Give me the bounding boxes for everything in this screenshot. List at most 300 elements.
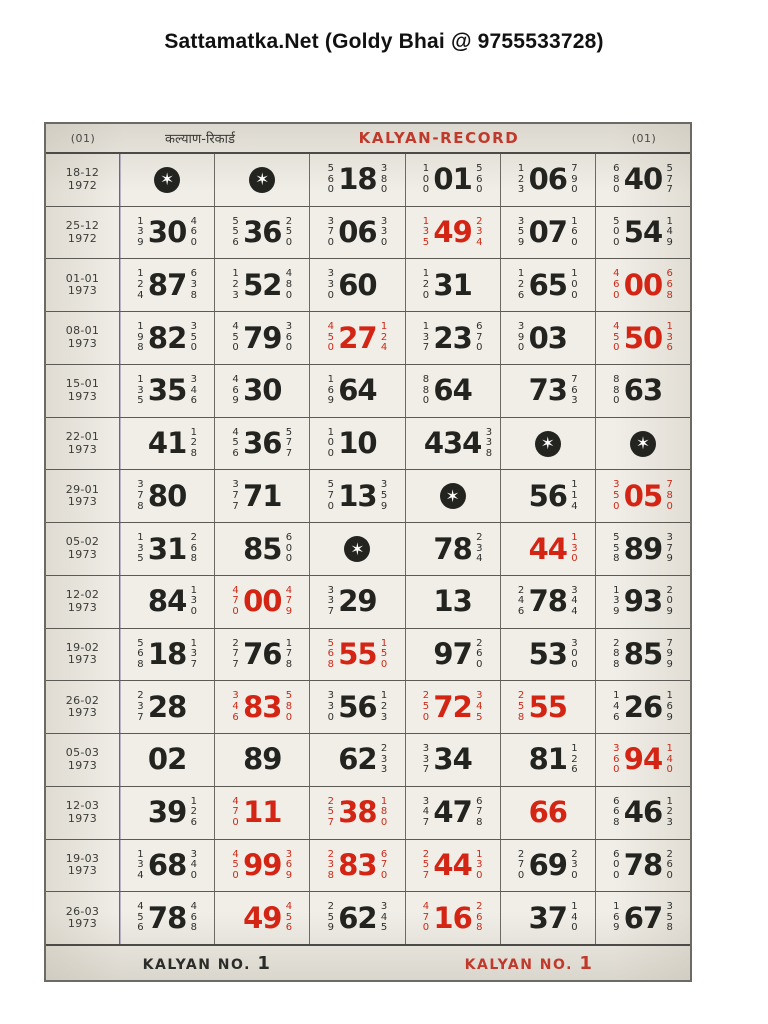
close-panna: 3 5 9	[380, 479, 388, 512]
jodi-number: 29	[338, 584, 377, 619]
row-date-year: 1973	[67, 495, 98, 509]
open-panna: 1 2 3	[517, 162, 525, 196]
result-cell	[501, 681, 596, 733]
open-panna: 4 5 0	[613, 321, 620, 354]
close-panna: 6 7 8	[476, 795, 483, 828]
footer-left-label: KALYAN NO.	[142, 956, 251, 973]
jodi-number: 05	[623, 478, 663, 513]
open-panna: 4 5 0	[327, 321, 334, 354]
open-panna: 3 3 7	[327, 584, 334, 618]
jodi-number: 28	[147, 689, 187, 724]
open-panna: 8 8 0	[422, 373, 430, 407]
jodi-number: 26	[623, 689, 663, 724]
result-cell	[215, 207, 310, 259]
result-cell	[310, 576, 405, 628]
result-cell	[215, 681, 310, 733]
open-panna: 1 3 5	[137, 532, 144, 565]
open-panna: 1 3 7	[422, 321, 430, 354]
row-date-day: 19-02	[65, 640, 100, 654]
jodi-number: 60	[338, 267, 377, 302]
result-cell	[310, 259, 405, 311]
jodi-number: 97	[433, 636, 472, 671]
close-panna: 2 6 8	[190, 532, 197, 565]
row-date-day: 26-02	[65, 693, 100, 707]
open-panna: 6 0 0	[613, 848, 620, 881]
row-date-day: 01-01	[65, 271, 100, 285]
star-icon: ✶	[630, 431, 656, 457]
close-panna: 1 3 0	[571, 532, 578, 565]
row-date	[46, 312, 120, 364]
close-panna: 7 8 0	[666, 479, 673, 512]
jodi-number: 80	[147, 478, 187, 513]
jodi-number: 40	[623, 162, 663, 197]
table-row	[46, 892, 690, 944]
footer-left-number: 1	[257, 952, 272, 974]
result-cell	[406, 418, 501, 470]
close-panna: 2 3 3	[380, 743, 388, 776]
open-panna: 1 2 0	[422, 268, 430, 301]
footer-right-number: 1	[579, 952, 594, 974]
jodi-number: 50	[623, 320, 663, 355]
jodi-number: 18	[147, 636, 187, 671]
open-panna: 1 3 4	[137, 848, 144, 881]
close-panna: 1 2 3	[380, 690, 388, 723]
row-date	[46, 523, 120, 575]
row-date-year: 1973	[67, 917, 98, 931]
star-icon: ✶	[344, 536, 370, 562]
result-cell	[596, 207, 690, 259]
result-cell	[215, 312, 310, 364]
jodi-number: 73	[528, 373, 567, 408]
close-panna: 1 7 8	[285, 637, 293, 670]
row-date-year: 1973	[67, 548, 98, 561]
close-panna: 4 7 9	[285, 584, 293, 618]
open-panna: 1 2 6	[517, 268, 525, 301]
jodi-number: 00	[623, 267, 663, 302]
jodi-number: 49	[243, 900, 282, 935]
open-panna: 1 0 0	[327, 426, 334, 459]
result-cell	[310, 892, 405, 944]
result-cell	[501, 734, 596, 786]
close-panna: 4 5 6	[285, 901, 293, 934]
open-panna: 2 5 7	[327, 795, 334, 828]
row-date-day: 12-02	[65, 588, 100, 602]
jodi-number: 31	[147, 531, 187, 566]
close-panna: 3 8 0	[380, 162, 388, 196]
jodi-number: 81	[528, 742, 567, 777]
row-date	[46, 470, 120, 522]
jodi-number: 44	[433, 847, 472, 882]
result-cell	[596, 523, 690, 575]
jodi-number: 35	[147, 373, 187, 408]
jodi-number: 06	[528, 162, 567, 197]
row-date-day: 26-03	[65, 904, 100, 918]
jodi-number: 89	[243, 742, 282, 777]
row-date	[46, 840, 120, 892]
jodi-number: 85	[623, 636, 663, 671]
row-date-year: 1972	[67, 178, 98, 192]
close-panna: 2 6 0	[476, 637, 483, 670]
close-panna: 2 6 8	[476, 901, 483, 934]
jodi-number: 67	[623, 900, 663, 935]
table-row	[46, 681, 690, 734]
row-date-day: 22-01	[65, 429, 100, 443]
jodi-number: 39	[147, 795, 187, 830]
jodi-number: 16	[433, 900, 472, 935]
open-panna: 2 4 6	[517, 584, 525, 618]
row-date-year: 1973	[67, 758, 98, 772]
result-cell	[501, 154, 596, 206]
jodi-number: 62	[338, 900, 377, 935]
row-date-day: 19-03	[65, 851, 100, 865]
row-date-day: 18-12	[65, 166, 100, 180]
result-cell	[120, 892, 215, 944]
open-panna: 3 3 7	[422, 743, 430, 776]
open-panna: 3 5 9	[517, 215, 525, 248]
close-panna: 1 3 6	[666, 321, 673, 354]
result-cell	[406, 154, 501, 206]
close-panna: 5 7 7	[285, 426, 293, 459]
close-panna: 1 6 0	[571, 215, 578, 248]
result-cell	[310, 787, 405, 839]
close-panna: 2 3 4	[476, 215, 483, 248]
result-cell	[596, 154, 690, 206]
row-date-day: 25-12	[65, 218, 100, 232]
result-cell	[120, 259, 215, 311]
open-panna: 5 6 8	[137, 637, 144, 670]
jodi-number: 66	[528, 795, 567, 830]
jodi-number: 30	[243, 373, 282, 408]
table-row	[46, 787, 690, 840]
result-cell	[215, 576, 310, 628]
result-cell	[501, 576, 596, 628]
result-cell	[120, 207, 215, 259]
jodi-number: 34	[433, 742, 472, 777]
close-panna: 1 4 9	[666, 215, 673, 248]
open-panna: 5 5 8	[613, 532, 620, 565]
result-cell	[215, 629, 310, 681]
close-panna: 1 2 6	[190, 795, 197, 828]
result-cell	[596, 576, 690, 628]
jodi-number: 56	[338, 689, 377, 724]
result-cell	[596, 629, 690, 681]
open-panna: 1 2 3	[232, 268, 239, 301]
header-hindi-label: कल्याण-रिकार्ड	[165, 132, 235, 147]
jodi-number: 13	[338, 478, 377, 513]
result-cell	[406, 629, 501, 681]
jodi-number: 07	[528, 215, 567, 250]
close-panna: 1 3 7	[190, 637, 197, 670]
jodi-number: 06	[338, 215, 377, 250]
close-panna: 3 6 0	[285, 321, 293, 354]
row-date-year: 1973	[67, 653, 98, 667]
row-date-year: 1973	[67, 389, 98, 403]
jodi-number: 03	[528, 320, 567, 355]
open-panna: 1 3 5	[422, 215, 430, 248]
row-date	[46, 154, 120, 206]
result-cell	[215, 787, 310, 839]
row-date-day: 29-01	[65, 482, 100, 496]
jodi-number: 83	[243, 689, 282, 724]
jodi-number: 94	[623, 742, 663, 777]
jodi-number: 31	[433, 267, 472, 302]
result-cell	[406, 681, 501, 733]
close-panna: 5 7 7	[666, 162, 673, 196]
jodi-number: 85	[243, 531, 282, 566]
jodi-number: 65	[528, 267, 567, 302]
result-cell	[406, 523, 501, 575]
result-cell	[310, 523, 405, 575]
open-panna: 2 7 0	[517, 848, 525, 881]
close-panna: 2 5 0	[285, 215, 293, 248]
jodi-number: 56	[528, 478, 567, 513]
row-date-day: 15-01	[65, 377, 100, 391]
result-cell	[120, 734, 215, 786]
result-cell	[120, 576, 215, 628]
row-date-year: 1973	[67, 811, 98, 825]
result-cell	[120, 629, 215, 681]
open-panna: 4 7 0	[232, 584, 239, 618]
result-cell	[120, 787, 215, 839]
jodi-number: 00	[243, 584, 282, 619]
result-cell	[406, 840, 501, 892]
result-cell	[310, 154, 405, 206]
close-panna: 2 0 9	[666, 584, 673, 618]
close-panna: 3 0 0	[571, 637, 578, 670]
result-cell	[596, 734, 690, 786]
result-cell	[596, 787, 690, 839]
star-icon: ✶	[440, 483, 466, 509]
close-panna: 1 5 0	[380, 637, 388, 670]
close-panna: 1 4 0	[571, 901, 578, 934]
open-panna: 5 6 0	[327, 162, 334, 196]
footer-right-label: KALYAN NO.	[464, 956, 573, 973]
close-panna: 3 4 4	[571, 584, 578, 618]
result-cell	[501, 892, 596, 944]
close-panna: 3 5 8	[666, 901, 673, 934]
result-cell	[501, 787, 596, 839]
jodi-number: 01	[433, 162, 472, 197]
result-cell	[215, 840, 310, 892]
close-panna: 3 6 9	[285, 848, 293, 881]
footer-left	[46, 953, 368, 974]
result-cell	[596, 259, 690, 311]
open-panna: 2 3 8	[327, 848, 334, 881]
jodi-number: 36	[243, 215, 282, 250]
star-icon: ✶	[249, 167, 275, 193]
result-cell	[120, 365, 215, 417]
row-date-year: 1973	[67, 284, 98, 298]
row-date	[46, 259, 120, 311]
jodi-number: 93	[623, 584, 663, 619]
jodi-number: 62	[338, 742, 377, 777]
star-icon: ✶	[535, 431, 561, 457]
open-panna: 8 8 0	[613, 373, 620, 407]
result-cell	[406, 787, 501, 839]
result-cell	[406, 576, 501, 628]
open-panna: 3 4 7	[422, 795, 430, 828]
open-panna: 3 4 6	[232, 690, 239, 723]
open-panna: 3 7 0	[327, 215, 334, 248]
open-panna: 6 6 8	[613, 795, 620, 828]
jodi-number: 78	[147, 900, 187, 935]
close-panna: 7 9 9	[666, 637, 673, 670]
jodi-number: 68	[147, 847, 187, 882]
close-panna: 1 0 0	[571, 268, 578, 301]
header-right-code: (01)	[631, 131, 657, 145]
result-cell	[596, 418, 690, 470]
open-panna: 4 5 0	[232, 321, 239, 354]
jodi-number: 434	[423, 426, 482, 461]
jodi-number: 71	[243, 478, 282, 513]
result-cell	[310, 207, 405, 259]
row-date-year: 1972	[67, 231, 98, 245]
open-panna: 1 9 8	[137, 321, 144, 354]
jodi-number: 54	[623, 215, 663, 250]
result-cell	[215, 523, 310, 575]
result-cell	[406, 470, 501, 522]
jodi-number: 78	[433, 531, 472, 566]
result-cell	[501, 259, 596, 311]
row-date	[46, 365, 120, 417]
open-panna: 2 3 7	[137, 690, 144, 723]
table-row	[46, 259, 690, 312]
result-cell	[406, 207, 501, 259]
chart-grid	[46, 124, 690, 980]
jodi-number: 38	[338, 795, 377, 830]
open-panna: 5 6 8	[327, 637, 334, 670]
jodi-number: 82	[147, 320, 187, 355]
result-cell	[310, 629, 405, 681]
result-cell	[215, 365, 310, 417]
result-cell	[310, 681, 405, 733]
close-panna: 4 6 8	[190, 901, 197, 934]
table-row	[46, 576, 690, 629]
open-panna: 3 7 7	[232, 479, 239, 512]
jodi-number: 49	[433, 215, 472, 250]
close-panna: 1 6 9	[666, 690, 673, 723]
result-cell	[501, 840, 596, 892]
jodi-number: 55	[338, 636, 377, 671]
jodi-number: 72	[433, 689, 472, 724]
close-panna: 1 3 0	[190, 584, 197, 618]
jodi-number: 64	[338, 373, 377, 408]
jodi-number: 27	[338, 320, 377, 355]
close-panna: 1 2 3	[666, 795, 673, 828]
open-panna: 2 5 8	[517, 690, 525, 723]
close-panna: 4 8 0	[285, 268, 293, 301]
close-panna: 5 6 0	[476, 162, 483, 196]
header-left-code: (01)	[70, 131, 96, 145]
open-panna: 6 8 0	[613, 162, 620, 196]
row-date-year: 1973	[67, 337, 98, 351]
jodi-number: 18	[338, 162, 377, 197]
row-date	[46, 629, 120, 681]
table-row	[46, 312, 690, 365]
result-cell	[596, 892, 690, 944]
table-row	[46, 418, 690, 471]
table-row	[46, 470, 690, 523]
open-panna: 3 6 0	[613, 743, 620, 776]
close-panna: 2 3 4	[476, 532, 483, 565]
open-panna: 2 5 7	[422, 848, 430, 881]
close-panna: 7 9 0	[571, 162, 578, 196]
result-cell	[310, 734, 405, 786]
result-cell	[406, 312, 501, 364]
row-date-day: 05-02	[65, 535, 100, 549]
result-cell	[310, 418, 405, 470]
close-panna: 3 4 6	[190, 373, 197, 407]
close-panna: 1 4 0	[666, 743, 673, 776]
open-panna: 2 7 7	[232, 637, 239, 670]
open-panna: 1 3 5	[137, 373, 144, 407]
close-panna: 7 6 3	[571, 373, 578, 407]
result-cell	[215, 418, 310, 470]
jodi-number: 46	[623, 795, 663, 830]
close-panna: 6 7 0	[476, 321, 483, 354]
result-cell	[120, 681, 215, 733]
jodi-number: 55	[528, 689, 567, 724]
result-cell	[406, 734, 501, 786]
close-panna: 3 7 9	[666, 532, 673, 565]
jodi-number: 13	[433, 584, 472, 619]
result-cell	[120, 312, 215, 364]
close-panna: 1 2 8	[190, 426, 197, 459]
result-cell	[596, 365, 690, 417]
result-cell	[310, 365, 405, 417]
row-date	[46, 892, 120, 944]
close-panna: 2 3 0	[571, 848, 578, 881]
close-panna: 1 2 6	[571, 743, 578, 776]
table-row	[46, 523, 690, 576]
open-panna: 2 8 8	[613, 637, 620, 670]
open-panna: 4 5 0	[232, 848, 239, 881]
jodi-number: 52	[243, 267, 282, 302]
result-cell	[501, 365, 596, 417]
footer-right	[368, 953, 690, 974]
open-panna: 2 5 9	[327, 901, 334, 934]
table-row	[46, 629, 690, 682]
result-cell	[406, 365, 501, 417]
table-row	[46, 207, 690, 260]
jodi-number: 10	[338, 426, 377, 461]
result-cell	[501, 418, 596, 470]
close-panna: 1 8 0	[380, 795, 388, 828]
close-panna: 3 4 5	[476, 690, 483, 723]
table-row	[46, 840, 690, 893]
result-cell	[215, 259, 310, 311]
jodi-number: 89	[623, 531, 663, 566]
close-panna: 6 3 8	[190, 268, 197, 301]
row-date-day: 05-03	[65, 746, 100, 760]
open-panna: 3 3 0	[327, 268, 334, 301]
open-panna: 1 4 6	[613, 690, 620, 723]
row-date-year: 1973	[67, 442, 98, 456]
close-panna: 1 3 0	[476, 848, 483, 881]
jodi-number: 99	[243, 847, 282, 882]
jodi-number: 69	[528, 847, 567, 882]
jodi-number: 41	[147, 426, 187, 461]
open-panna: 3 5 0	[613, 479, 620, 512]
open-panna: 3 9 0	[517, 321, 525, 354]
chart-rows	[46, 154, 690, 944]
row-date-day: 08-01	[65, 324, 100, 338]
result-cell	[310, 470, 405, 522]
close-panna: 6 6 8	[666, 268, 673, 301]
open-panna: 1 3 9	[137, 215, 144, 248]
page-title: Sattamatka.Net (Goldy Bhai @ 9755533728)	[164, 30, 604, 53]
open-panna: 3 3 0	[327, 690, 334, 723]
